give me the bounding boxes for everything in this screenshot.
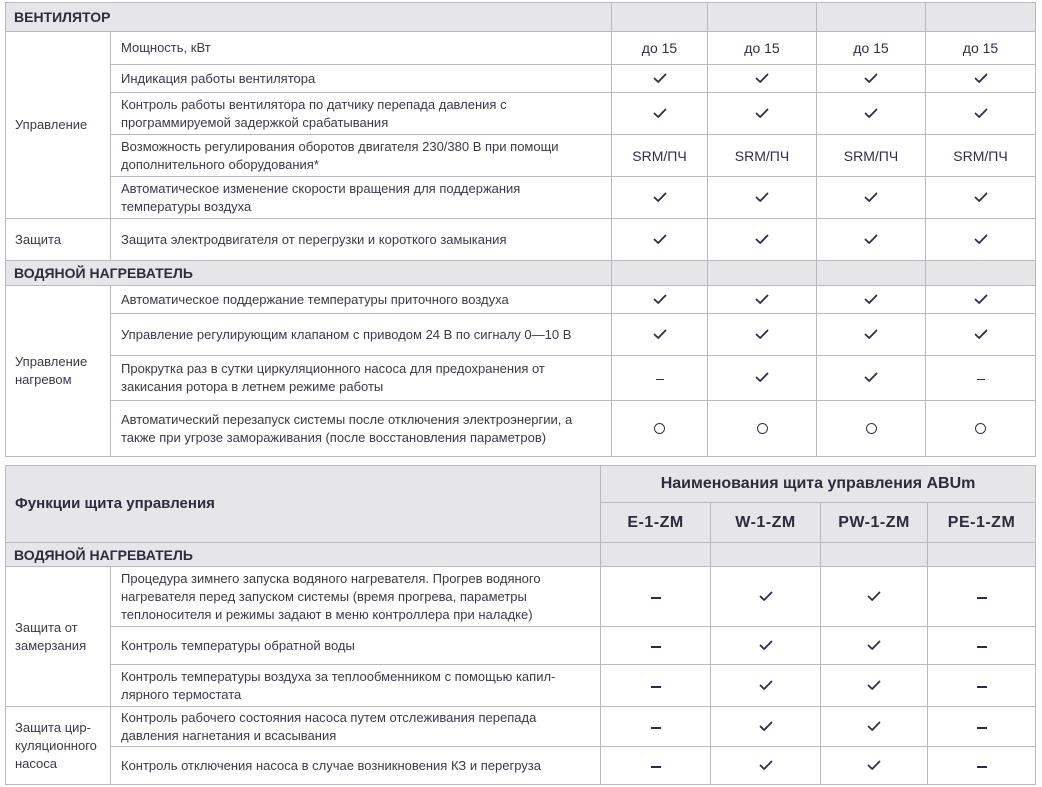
check-icon [759,760,773,771]
value-cell: SRM/ПЧ [708,135,817,177]
value-cell: до 15 [612,32,708,65]
check-icon [974,73,988,84]
value-cell [817,219,926,261]
check-icon [867,591,881,602]
value-cell [821,707,928,747]
value-cell [711,665,821,707]
circle-icon [757,423,768,434]
dash-icon [977,379,985,380]
check-icon [759,721,773,732]
value-cell [612,401,708,457]
check-icon [864,372,878,383]
check-icon [864,234,878,245]
value-cell [612,286,708,314]
dash-icon [651,646,661,648]
dash-icon [651,766,661,768]
fan-heater-functions-table [5,2,1036,457]
section-heater: ВОДЯНОЙ НАГРЕВАТЕЛЬ [6,261,612,286]
function-label: Мощность, кВт [111,32,612,65]
value-cell [817,356,926,401]
function-label: Прокрутка раз в сутки циркуляционного насоса для предохранения от закисания ротора в летнем режиме работы [111,356,612,401]
dash-icon [977,686,987,688]
table-row [6,65,1036,93]
table-row [6,286,1036,314]
value-cell: SRM/ПЧ [926,135,1036,177]
circle-icon [866,423,877,434]
table-row [6,314,1036,356]
function-label: Процедура зимнего запуска водяного нагревателя. Прогрев водяного нагревателя перед запуском системы (время прогрева, параметры теплоносителя и режимы задают в меню контроллера при наладке) [111,567,601,627]
value-cell [612,356,708,401]
check-icon [755,329,769,340]
model-pe-1-zm: PE-1-ZM [928,503,1036,543]
abum-panel-functions-table [5,465,1036,785]
function-label: Индикация работы вентилятора [111,65,612,93]
check-icon [755,108,769,119]
table-row [6,401,1036,457]
check-icon [867,680,881,691]
section-heater-2: ВОДЯНОЙ НАГРЕВАТЕЛЬ [6,543,601,567]
value-cell [612,177,708,219]
value-cell [817,93,926,135]
section-fan: ВЕНТИЛЯТОР [6,3,612,32]
value-cell: SRM/ПЧ [612,135,708,177]
function-label: Автоматическое поддержание температуры приточного воздуха [111,286,612,314]
value-cell [926,286,1036,314]
check-icon [974,329,988,340]
dash-icon [977,646,987,648]
group-protection: Защита [6,219,111,261]
value-cell [928,747,1036,785]
check-icon [653,329,667,340]
check-icon [653,192,667,203]
circle-icon [975,423,986,434]
value-cell [817,401,926,457]
check-icon [864,108,878,119]
check-icon [864,73,878,84]
value-cell [926,65,1036,93]
check-icon [755,294,769,305]
check-icon [755,372,769,383]
value-cell [612,314,708,356]
check-icon [864,329,878,340]
value-cell [926,93,1036,135]
check-icon [867,640,881,651]
value-cell: до 15 [926,32,1036,65]
value-cell [711,707,821,747]
names-title: Наименования щита управления ABUm [601,466,1036,503]
value-cell [821,665,928,707]
check-icon [867,721,881,732]
group-heating: Управление нагревом [6,286,111,457]
group-freeze: Защита от замерзания [6,567,111,707]
function-label: Автоматическое изменение скорости вращения для поддержания температуры воздуха [111,177,612,219]
table-row [6,93,1036,135]
circle-icon [654,423,665,434]
dash-icon [651,686,661,688]
value-cell [708,356,817,401]
value-cell [821,567,928,627]
value-cell [711,627,821,665]
value-cell [612,219,708,261]
function-label: Контроль отключения насоса в случае возникновения КЗ и перегруза [111,747,601,785]
check-icon [755,192,769,203]
table-row [6,627,1036,665]
value-cell [928,627,1036,665]
value-cell [926,401,1036,457]
check-icon [759,640,773,651]
model-pw-1-zm: PW-1-ZM [821,503,928,543]
value-cell [711,747,821,785]
function-label: Контроль работы вентилятора по датчику перепада давления с программируемой задержкой срабатывания [111,93,612,135]
check-icon [653,73,667,84]
value-cell [601,707,711,747]
function-label: Контроль температуры обратной воды [111,627,601,665]
check-icon [974,192,988,203]
value-cell: до 15 [708,32,817,65]
table-row [6,567,1036,627]
dash-icon [651,597,661,599]
check-icon [653,234,667,245]
table-row [6,177,1036,219]
dash-icon [977,766,987,768]
check-icon [653,108,667,119]
check-icon [759,591,773,602]
value-cell [708,93,817,135]
function-label: Возможность регулирования оборотов двигателя 230/380 В при помощи дополнительного оборудования* [111,135,612,177]
dash-icon [977,597,987,599]
value-cell [601,747,711,785]
model-w-1-zm: W-1-ZM [711,503,821,543]
dash-icon [656,379,664,380]
function-label: Защита электродвигателя от перегрузки и короткого замыкания [111,219,612,261]
value-cell [601,567,711,627]
function-label: Контроль рабочего состояния насоса путем отслеживания перепада давления нагнетания и всасывания [111,707,601,747]
table-row [6,135,1036,177]
value-cell [817,65,926,93]
value-cell [708,177,817,219]
table-row [6,356,1036,401]
check-icon [755,234,769,245]
value-cell [821,747,928,785]
value-cell [817,314,926,356]
table-row [6,219,1036,261]
check-icon [755,73,769,84]
table-row [6,665,1036,707]
value-cell [928,665,1036,707]
value-cell [926,219,1036,261]
value-cell [708,286,817,314]
check-icon [974,108,988,119]
value-cell: SRM/ПЧ [817,135,926,177]
check-icon [974,294,988,305]
value-cell [711,567,821,627]
value-cell [612,93,708,135]
table-row [6,32,1036,65]
value-cell [708,314,817,356]
function-label: Контроль температуры воздуха за теплообменником с помощью капил-лярного термостата [111,665,601,707]
check-icon [867,760,881,771]
check-icon [864,294,878,305]
value-cell [926,314,1036,356]
dash-icon [651,727,661,729]
value-cell [928,567,1036,627]
value-cell [817,286,926,314]
value-cell [601,665,711,707]
value-cell [612,65,708,93]
function-label: Управление регулирующим клапаном с приводом 24 В по сигналу 0—10 В [111,314,612,356]
function-label: Автоматический перезапуск системы после отключения электроэнергии, а также при угрозе замораживания (после восстановления параметров) [111,401,612,457]
functions-title: Функции щита управления [6,466,601,543]
check-icon [759,680,773,691]
value-cell [708,401,817,457]
value-cell: до 15 [817,32,926,65]
group-control: Управление [6,32,111,219]
model-e-1-zm: E-1-ZM [601,503,711,543]
value-cell [601,627,711,665]
value-cell [928,707,1036,747]
table-row [6,747,1036,785]
value-cell [708,65,817,93]
value-cell [821,627,928,665]
check-icon [974,234,988,245]
value-cell [817,177,926,219]
check-icon [653,294,667,305]
group-pump: Защита цир-куляционного насоса [6,707,111,785]
value-cell [926,177,1036,219]
dash-icon [977,727,987,729]
table-row [6,707,1036,747]
value-cell [708,219,817,261]
check-icon [864,192,878,203]
value-cell [926,356,1036,401]
